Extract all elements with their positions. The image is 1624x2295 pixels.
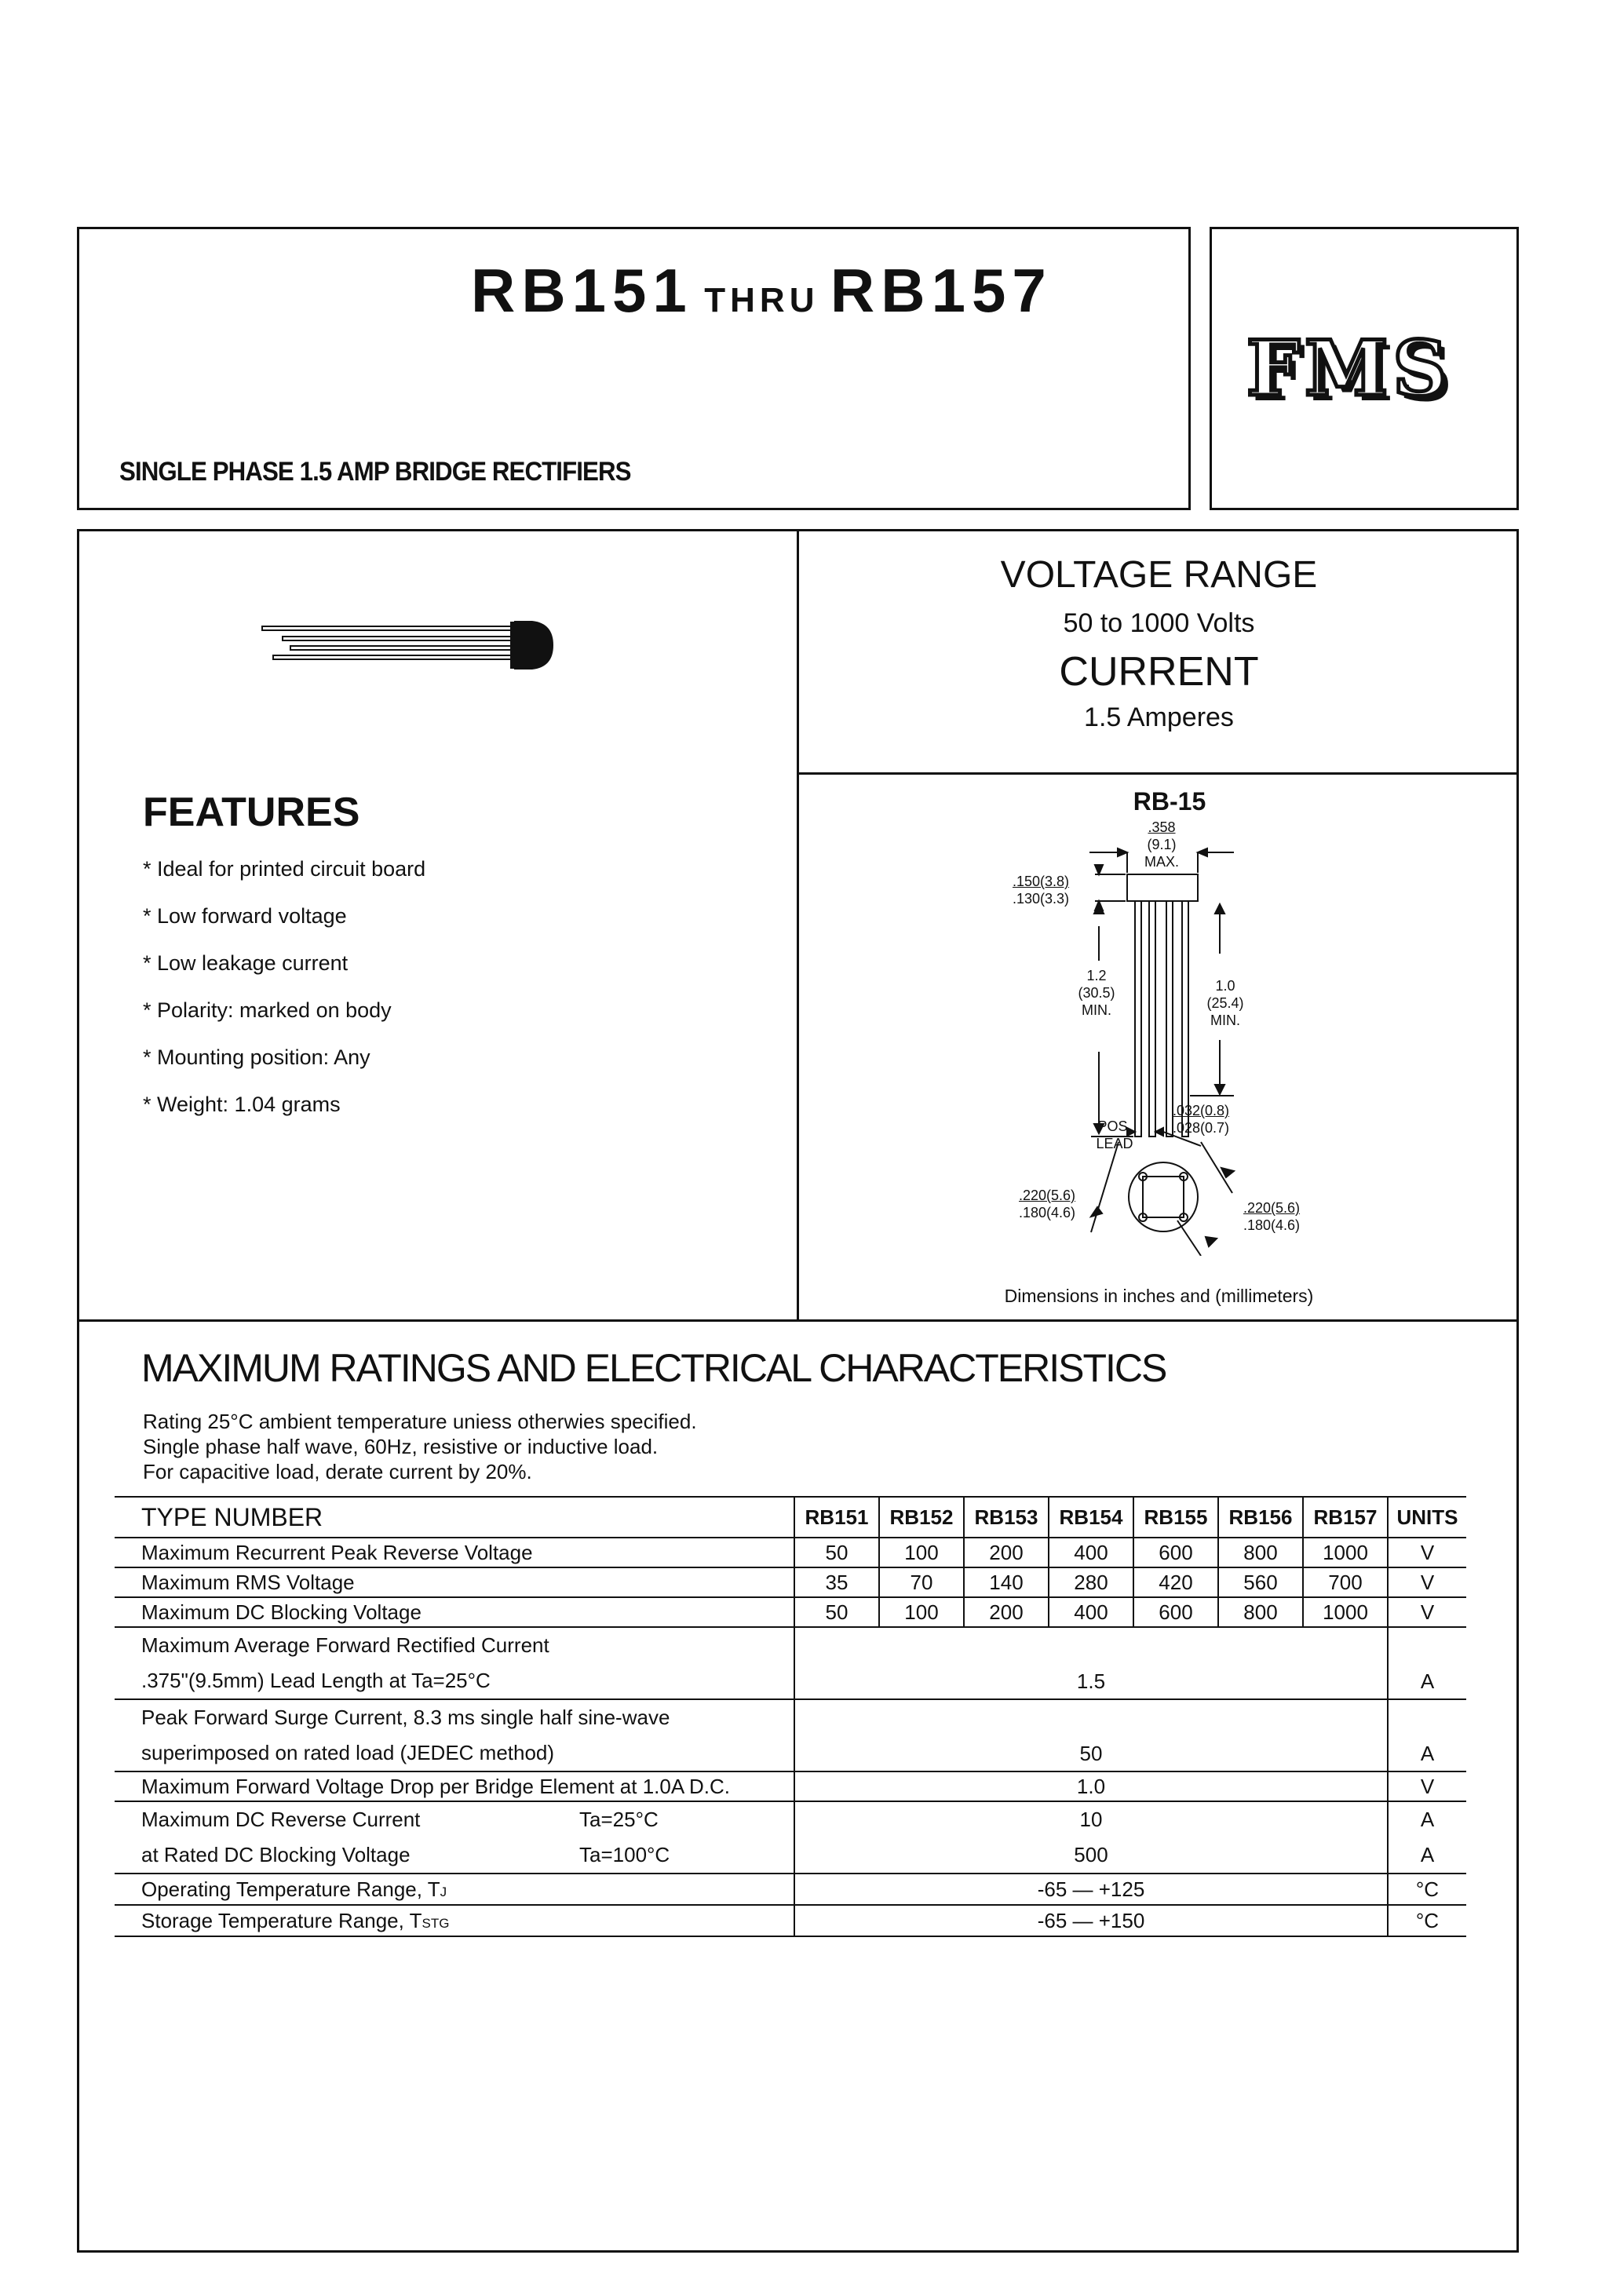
- feature-item: * Low forward voltage: [143, 904, 347, 928]
- dim-label: .358: [1148, 819, 1176, 835]
- dimensions-caption: Dimensions in inches and (millimeters): [1004, 1286, 1314, 1306]
- row-label: [115, 1874, 794, 1905]
- part-title: [471, 255, 1053, 327]
- cell-value: 1.5: [794, 1627, 1388, 1699]
- cell-value: 140: [964, 1567, 1049, 1597]
- dim-body: [1013, 873, 1069, 907]
- cell-unit-line: A: [1420, 1808, 1435, 1831]
- table-row: [115, 1905, 1466, 1936]
- cell-value: 50: [794, 1597, 879, 1627]
- feature-item: * Low leakage current: [143, 951, 349, 975]
- cell-value: 35: [794, 1567, 879, 1597]
- cell-unit-line: A: [1420, 1843, 1435, 1866]
- units-header: UNITS: [1388, 1497, 1466, 1538]
- cell-value: 800: [1218, 1538, 1303, 1567]
- voltage-range-title: VOLTAGE RANGE: [1000, 554, 1318, 596]
- dim-label: POS.: [1097, 1118, 1132, 1134]
- cell-value: 200: [964, 1597, 1049, 1627]
- row-label-line: Peak Forward Surge Current, 8.3 ms single half sine-wave: [141, 1706, 670, 1729]
- row-label-line: Maximum Average Forward Rectified Current: [141, 1633, 549, 1657]
- feature-item: * Mounting position: Any: [143, 1045, 370, 1069]
- cell-unit: A: [1388, 1699, 1466, 1771]
- divider-horizontal: [77, 1319, 1519, 1322]
- condition-label: Ta=100°C: [579, 1843, 670, 1866]
- row-label-line: at Rated DC Blocking Voltage: [141, 1843, 411, 1866]
- dim-label: MAX.: [1144, 854, 1179, 870]
- dim-label: (9.1): [1147, 837, 1177, 852]
- table-row: [115, 1538, 1466, 1567]
- column-header: RB155: [1133, 1497, 1218, 1538]
- pos-lead-label: [1083, 1118, 1146, 1152]
- brand-logo: FMS: [1246, 324, 1452, 413]
- row-label-text: Storage Temperature Range, T: [141, 1908, 422, 1932]
- cell-value: 50: [794, 1699, 1388, 1771]
- column-header: RB157: [1303, 1497, 1388, 1538]
- dim-width: [1130, 819, 1193, 870]
- dim-pitch-right: [1243, 1199, 1300, 1234]
- type-number-header: TYPE NUMBER: [141, 1502, 323, 1531]
- table-row: [115, 1627, 1466, 1699]
- dim-label: .032(0.8): [1173, 1103, 1230, 1118]
- dim-label: .130(3.3): [1013, 891, 1070, 907]
- cell-value: [794, 1801, 1388, 1874]
- note-line: Rating 25°C ambient temperature uniess otherwies specified.: [143, 1410, 697, 1433]
- table-row: [115, 1567, 1466, 1597]
- cell-value-line: 10: [1079, 1808, 1103, 1831]
- dim-label: (30.5): [1078, 985, 1115, 1001]
- rating-notes: [143, 1409, 697, 1484]
- part-last: RB157: [830, 256, 1053, 325]
- cell-value: 560: [1218, 1567, 1303, 1597]
- features-title: FEATURES: [143, 790, 360, 835]
- dim-lead-dia: [1173, 1102, 1229, 1137]
- dim-label: MIN.: [1210, 1012, 1240, 1028]
- cell-value: 100: [879, 1538, 964, 1567]
- dim-label: .180(4.6): [1019, 1205, 1076, 1220]
- cell-value: 600: [1133, 1597, 1218, 1627]
- column-header: RB154: [1049, 1497, 1133, 1538]
- characteristics-title: MAXIMUM RATINGS AND ELECTRICAL CHARACTERISTICS: [141, 1346, 1166, 1390]
- dim-label: MIN.: [1082, 1002, 1111, 1018]
- dim-label: .028(0.7): [1173, 1120, 1230, 1136]
- cell-value: 400: [1049, 1538, 1133, 1567]
- cell-unit: V: [1388, 1597, 1466, 1627]
- dim-lead-right: [1198, 977, 1253, 1029]
- current-title: CURRENT: [1059, 649, 1259, 695]
- cell-value: -65 — +150: [794, 1905, 1388, 1936]
- column-header: RB151: [794, 1497, 879, 1538]
- cell-value: 800: [1218, 1597, 1303, 1627]
- cell-unit: V: [1388, 1538, 1466, 1567]
- dim-label: LEAD: [1096, 1136, 1133, 1151]
- row-label-line: superimposed on rated load (JEDEC method): [141, 1741, 555, 1764]
- feature-item: * Ideal for printed circuit board: [143, 857, 426, 881]
- cell-value: 200: [964, 1538, 1049, 1567]
- dim-label: 1.2: [1086, 968, 1107, 983]
- table-row: [115, 1874, 1466, 1905]
- thru-label: THRU: [704, 281, 819, 319]
- cell-value: 700: [1303, 1567, 1388, 1597]
- row-label-sub: J: [440, 1884, 447, 1899]
- row-label: Maximum Forward Voltage Drop per Bridge Element at 1.0A D.C.: [141, 1774, 730, 1798]
- feature-item: * Polarity: marked on body: [143, 998, 392, 1022]
- column-header: RB156: [1218, 1497, 1303, 1538]
- cell-value: 280: [1049, 1567, 1133, 1597]
- row-label-line: .375"(9.5mm) Lead Length at Ta=25°C: [141, 1669, 491, 1692]
- table-row: [115, 1597, 1466, 1627]
- row-label-sub: STG: [422, 1915, 450, 1931]
- cell-value: 600: [1133, 1538, 1218, 1567]
- cell-value: 400: [1049, 1597, 1133, 1627]
- cell-unit: °C: [1388, 1874, 1466, 1905]
- row-label: Maximum Recurrent Peak Reverse Voltage: [141, 1540, 533, 1564]
- cell-value: 100: [879, 1597, 964, 1627]
- subtitle: SINGLE PHASE 1.5 AMP BRIDGE RECTIFIERS: [119, 457, 631, 487]
- feature-item: * Weight: 1.04 grams: [143, 1093, 341, 1116]
- table-row: [115, 1801, 1466, 1874]
- note-line: For capacitive load, derate current by 20%.: [143, 1460, 532, 1483]
- column-header: RB153: [964, 1497, 1049, 1538]
- cell-value: 1000: [1303, 1597, 1388, 1627]
- table-header-row: [115, 1497, 1466, 1538]
- row-label: [115, 1627, 794, 1699]
- dim-label: (25.4): [1206, 995, 1244, 1011]
- cell-value: 1.0: [794, 1771, 1388, 1801]
- column-header: RB152: [879, 1497, 964, 1538]
- cell-unit: A: [1388, 1627, 1466, 1699]
- voltage-range-value: 50 to 1000 Volts: [1063, 608, 1255, 638]
- cell-value: 1000: [1303, 1538, 1388, 1567]
- cell-unit: °C: [1388, 1905, 1466, 1936]
- package-name: RB-15: [1133, 787, 1206, 815]
- dim-label: .220(5.6): [1019, 1188, 1076, 1203]
- row-label: [115, 1905, 794, 1936]
- cell-value: 420: [1133, 1567, 1218, 1597]
- part-first: RB151: [471, 256, 693, 325]
- row-label: Maximum RMS Voltage: [141, 1570, 355, 1594]
- table-row: [115, 1771, 1466, 1801]
- row-label: Maximum DC Blocking Voltage: [141, 1600, 422, 1624]
- rectifier-illustration: [251, 612, 565, 691]
- divider-mid: [797, 772, 1519, 775]
- row-label: [115, 1699, 794, 1771]
- dim-label: .150(3.8): [1013, 874, 1070, 889]
- dim-label: .180(4.6): [1243, 1217, 1301, 1233]
- condition-label: Ta=25°C: [579, 1808, 659, 1831]
- table-row: [115, 1699, 1466, 1771]
- current-value: 1.5 Amperes: [1084, 702, 1234, 732]
- cell-unit: V: [1388, 1771, 1466, 1801]
- dim-label: 1.0: [1215, 978, 1235, 994]
- characteristics-table: [115, 1496, 1466, 1937]
- cell-value: -65 — +125: [794, 1874, 1388, 1905]
- note-line: Single phase half wave, 60Hz, resistive or inductive load.: [143, 1435, 659, 1458]
- cell-value-line: 500: [1074, 1843, 1108, 1866]
- cell-unit: V: [1388, 1567, 1466, 1597]
- row-label-line: Maximum DC Reverse Current: [141, 1808, 421, 1831]
- cell-value: 70: [879, 1567, 964, 1597]
- dim-lead-left: [1069, 967, 1124, 1019]
- row-label: [115, 1801, 794, 1874]
- dim-pitch-left: [1019, 1187, 1075, 1221]
- row-label-text: Operating Temperature Range, T: [141, 1877, 440, 1901]
- cell-value: 50: [794, 1538, 879, 1567]
- dim-label: .220(5.6): [1243, 1200, 1301, 1216]
- cell-unit: [1388, 1801, 1466, 1874]
